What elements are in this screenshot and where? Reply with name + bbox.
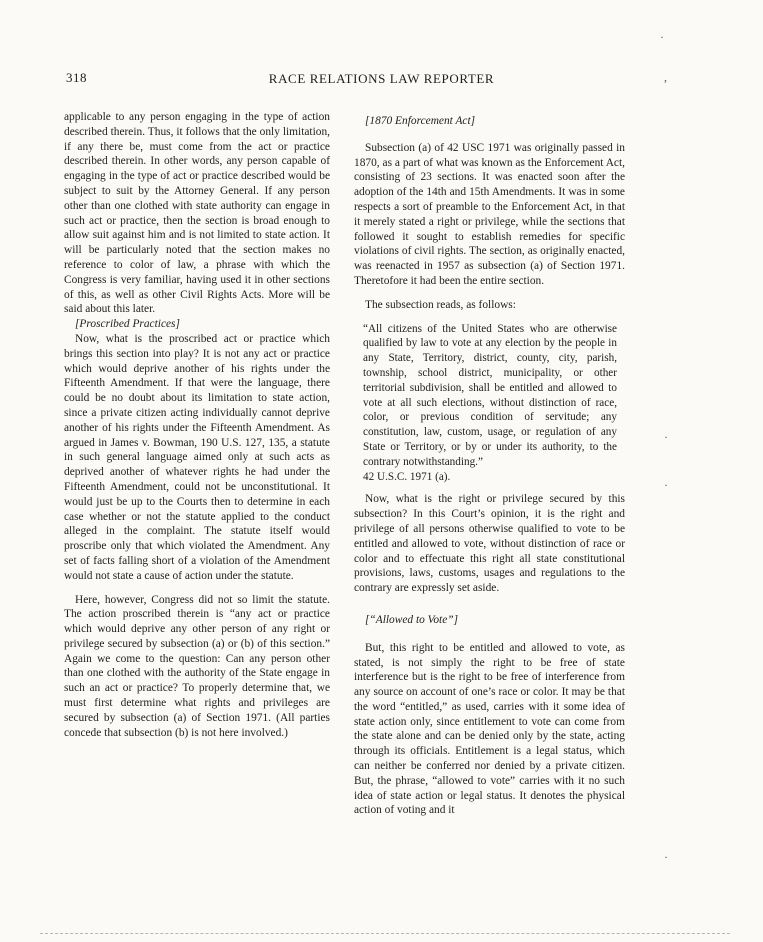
section-heading-enforcement-act: [1870 Enforcement Act] [365, 115, 476, 127]
section-heading-allowed-to-vote: [“Allowed to Vote”] [365, 613, 459, 626]
left-paragraph-1: applicable to any person engaging in the type of action described therein. Thus, it follows that the only limitation, if any there be, must come from the act or practice described therein. In other words, any person capable of engaging in the type of act or practice described would be subject to suit by the Attorney General. If any person other than one clothed with state authority can engage in such act or practice, then the section is broad enough to allow suit against him and is not limited to state action. It will be particularly noted that the section makes no reference to color of law, a phrase with which the Congress is very familiar, having used it in other sections of this, as well as other Civil Rights Acts. More will be said about this later. [64, 111, 330, 316]
right-paragraph-1: Subsection (a) of 42 USC 1971 was originally passed in 1870, as a part of what was known as the Enforcement Act, consisting of 23 sections. It was enacted soon after the adoption of the 14th and 15th Amendments. It was in some respects a sort of preamble to the Enforcement Act, in that it merely stated a right or privilege, while the sections that followed it sought to establish remedies for specific violations of civil rights. The section, as originally enacted, was reenacted in 1957 as subsection (a) of Section 1971. Theretofore it had been the entire section. [354, 141, 625, 287]
scan-speck-mark: , [664, 70, 667, 84]
scan-speck-mark: · [660, 30, 664, 44]
left-column [64, 110, 330, 740]
scan-speck-mark: · [664, 430, 668, 444]
left-paragraph-3: Here, however, Congress did not so limit the statute. The action proscribed therein is “any act or practice which would deprive any other person of any right or privilege secured by subsection (a) or (b) of this section.” Again we come to the question: Can any person other than one clothed with the authority of the State engage in such an act or practice? To properly determine that, we must first determine what rights and privileges are secured by subsection (a) of Section 1971. (All parties concede that subsection (b) is not here involved.) [64, 593, 330, 739]
running-head: RACE RELATIONS LAW REPORTER [268, 71, 495, 86]
page-number: 318 [66, 70, 87, 85]
section-heading-proscribed-practices: [Proscribed Practices] [75, 318, 180, 331]
right-column [354, 114, 625, 818]
left-paragraph-2: Now, what is the proscribed act or practice which brings this section into play? It is not any act or practice which would deprive another of his rights under the Fifteenth Amendment. If that were the language, there could be no doubt about its limitation to state action, since a private citizen acting individually cannot deprive another of his rights under the Fifteenth Amendment. As argued in James v. Bowman, 190 U.S. 127, 135, a statute in such general language aimed only at such acts as deprived another of whatever rights he had under the Fifteenth Amendment, could not be unconstitutional. It would just be up to the Courts then to determine in each case whether or not the statute applied to the conduct alleged in the complaint. The statute itself would proscribe only that which violated the Amendment. Any set of facts falling short of a violation of the Amendment would not state a cause of action under the statute. [64, 332, 330, 582]
scan-speck-mark: · [664, 478, 668, 492]
right-paragraph-3: Now, what is the right or privilege secured by this subsection? In this Court’s opinion, it is the right and privilege of all persons otherwise qualified to vote to be entitled and allowed to vote, without distinction of race or color and to effectuate this right all state constitutional provisions, laws, customs, usages and regulations to the contrary are expressly set aside. [354, 493, 625, 595]
right-paragraph-4: But, this right to be entitled and allowed to vote, as stated, is not simply the right to be free of state interference but is the right to be free of interference from any source on account of one’s race or color. It may be that the word “entitled,” as used, carries with it some idea of state action only, since entitlement to vote can come from the state alone and can be denied only by the state, acting through its officials. Entitlement is a legal status, which can neither be conferred nor denied by a private citizen. But, the phrase, “allowed to vote” carries with it no such idea of state action or legal status. It denotes the physical action of voting and it [354, 641, 625, 817]
bottom-scan-edge [40, 933, 730, 934]
statute-citation: 42 U.S.C. 1971 (a). [363, 470, 451, 483]
statute-quote [363, 322, 617, 485]
statute-quote-text: “All citizens of the United States who are otherwise qualified by law to vote at any election by the people in any State, Territory, district, county, city, parish, township, school district, municipality, or other territorial subdivision, shall be entitled and allowed to vote at all such elections, without distinction of race, color, or previous condition of servitude; any constitution, law, custom, usage, or regulation of any State or Territory, or by or under its authority, to the contrary notwithstanding.” [363, 322, 617, 468]
right-paragraph-2: The subsection reads, as follows: [365, 298, 516, 311]
scan-speck-mark: · [664, 850, 668, 864]
